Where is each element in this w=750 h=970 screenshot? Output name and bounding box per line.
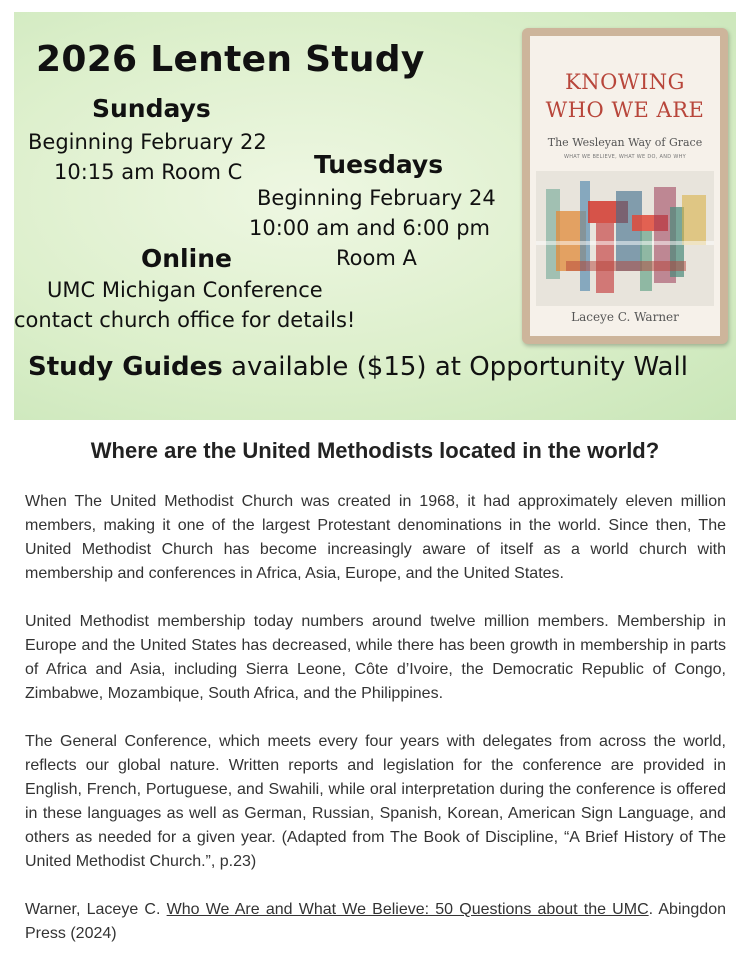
tuesdays-line-3: Room A — [336, 246, 417, 270]
banner-title: 2026 Lenten Study — [36, 39, 425, 80]
sundays-heading: Sundays — [92, 94, 211, 123]
book-author: Laceye C. Warner — [571, 310, 679, 324]
online-heading: Online — [141, 244, 232, 273]
lenten-study-banner — [14, 12, 736, 420]
book-cover-art — [536, 171, 714, 306]
tuesdays-line-2: 10:00 am and 6:00 pm — [249, 216, 490, 240]
reference-publisher: . Abingdon Press (2024) — [25, 901, 727, 942]
reference-author: Warner, Laceye C. — [25, 901, 167, 918]
reference-book-title: Who We Are and What We Believe: 50 Questions about the UMC — [166, 901, 649, 918]
book-title-line-1: KNOWING — [565, 70, 685, 94]
study-guides-line — [28, 352, 688, 382]
sundays-line-2: 10:15 am Room C — [54, 160, 243, 184]
paragraph-1: When The United Methodist Church was created in 1968, it had approximately eleven million members, making it one of the largest Protestant denominations in the world. Since then, The United Methodist Church has become increasingly aware of itself as a world church with membership and conferences in Africa, Asia, Europe, and the United States. — [25, 493, 726, 582]
book-cover-inner — [530, 36, 720, 336]
study-guides-details: available ($15) at Opportunity Wall — [222, 352, 688, 382]
study-guides-label: Study Guides — [28, 352, 223, 382]
online-line-2: contact church office for details! — [14, 308, 356, 332]
sundays-line-1: Beginning February 22 — [28, 130, 267, 154]
article-heading: Where are the United Methodists located in the world? — [90, 438, 660, 463]
book-cover — [522, 28, 728, 344]
reference-citation — [25, 898, 726, 946]
tuesdays-line-1: Beginning February 24 — [257, 186, 496, 210]
paragraph-2: United Methodist membership today numbers around twelve million members. Membership in Europe and the United States has decreased, while there has been growth in membership in parts of Africa and Asia, including Sierra Leone, Côte d’Ivoire, the Democratic Republic of Congo, Zimbabwe, Mozambique, South Africa, and the Philippines. — [25, 613, 726, 702]
book-title-line-2: WHO WE ARE — [545, 98, 705, 122]
tuesdays-heading: Tuesdays — [314, 150, 444, 179]
paragraph-3: The General Conference, which meets every four years with delegates from across the world, reflects our global nature. Written reports and legislation for the conference are provided in English, French, Portuguese, and Swahili, while oral interpretation during the conference is offered in these languages as well as German, Russian, Spanish, Korean, American Sign Language, and others as needed for a given year. (Adapted from The Book of Discipline, “A Brief History of The United Methodist Church.”, p.23) — [25, 733, 726, 870]
book-subtitle: The Wesleyan Way of Grace — [547, 136, 703, 149]
book-tagline: WHAT WE BELIEVE, WHAT WE DO, AND WHY — [563, 154, 687, 160]
online-line-1: UMC Michigan Conference — [47, 278, 323, 302]
